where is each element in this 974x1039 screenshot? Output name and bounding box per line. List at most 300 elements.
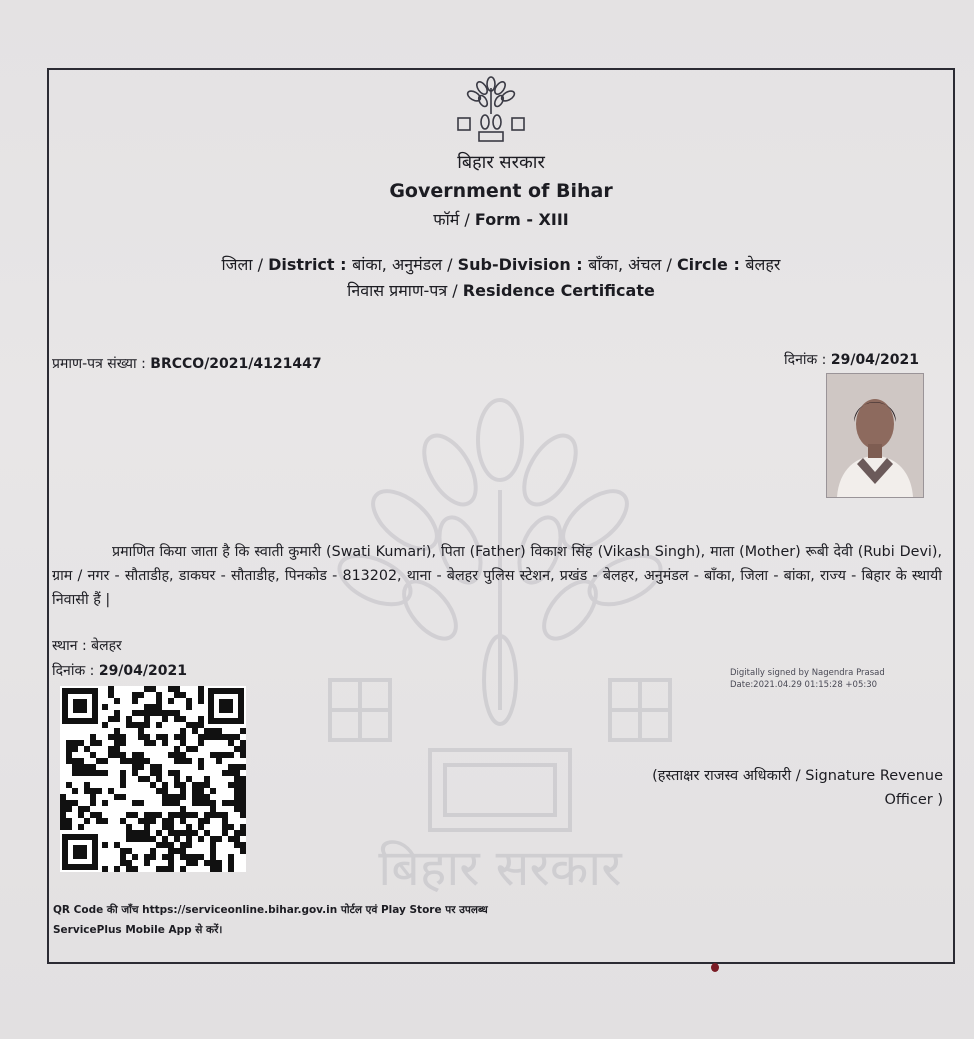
qr-module — [132, 812, 138, 818]
qr-module — [150, 710, 156, 716]
qr-module — [240, 806, 246, 812]
qr-module — [138, 734, 144, 740]
qr-module — [108, 734, 114, 740]
qr-module — [162, 782, 168, 788]
issue-date-top — [784, 350, 919, 369]
qr-module — [156, 812, 162, 818]
issue-date-bottom-value: 29/04/2021 — [98, 663, 187, 679]
qr-module — [132, 854, 138, 860]
qr-module — [180, 842, 186, 848]
qr-module — [174, 800, 180, 806]
qr-module — [120, 734, 126, 740]
qr-module — [162, 866, 168, 872]
qr-module — [228, 752, 234, 758]
ink-mark — [711, 963, 719, 972]
qr-module — [198, 698, 204, 704]
qr-module — [150, 854, 156, 860]
qr-module — [114, 710, 120, 716]
qr-module — [162, 734, 168, 740]
qr-module — [132, 800, 138, 806]
qr-module — [234, 806, 240, 812]
location-line — [47, 253, 955, 275]
bihar-emblem-icon — [452, 74, 530, 144]
qr-module — [168, 794, 174, 800]
qr-module — [150, 704, 156, 710]
qr-module — [240, 776, 246, 782]
qr-module — [84, 806, 90, 812]
qr-module — [96, 812, 102, 818]
qr-module — [120, 758, 126, 764]
qr-module — [108, 746, 114, 752]
qr-module — [108, 692, 114, 698]
qr-module — [192, 788, 198, 794]
qr-module — [174, 746, 180, 752]
qr-module — [60, 800, 66, 806]
qr-module — [204, 776, 210, 782]
qr-module — [156, 830, 162, 836]
qr-module — [156, 842, 162, 848]
qr-module — [168, 848, 174, 854]
qr-module — [228, 836, 234, 842]
qr-module — [180, 788, 186, 794]
qr-module — [162, 836, 168, 842]
qr-module — [234, 764, 240, 770]
qr-module — [126, 758, 132, 764]
qr-module — [144, 734, 150, 740]
qr-module — [66, 806, 72, 812]
qr-module — [210, 752, 216, 758]
qr-module — [240, 752, 246, 758]
qr-module — [66, 824, 72, 830]
qr-module — [60, 818, 66, 824]
qr-module — [228, 734, 234, 740]
qr-module — [198, 764, 204, 770]
qr-module — [144, 812, 150, 818]
qr-module — [240, 794, 246, 800]
qr-module — [162, 788, 168, 794]
qr-module — [102, 818, 108, 824]
qr-module — [150, 686, 156, 692]
qr-module — [102, 758, 108, 764]
qr-module — [78, 740, 84, 746]
qr-module — [234, 746, 240, 752]
qr-module — [144, 860, 150, 866]
qr-module — [186, 830, 192, 836]
qr-module — [66, 746, 72, 752]
digital-signature-line1: Digitally signed by Nagendra Prasad — [730, 668, 885, 678]
qr-module — [192, 794, 198, 800]
qr-module — [180, 812, 186, 818]
qr-module — [186, 746, 192, 752]
qr-module — [168, 854, 174, 860]
qr-module — [144, 830, 150, 836]
qr-module — [180, 758, 186, 764]
qr-module — [216, 812, 222, 818]
qr-module — [174, 848, 180, 854]
qr-module — [186, 860, 192, 866]
qr-module — [156, 764, 162, 770]
digital-signature — [730, 667, 885, 691]
qr-module — [96, 788, 102, 794]
qr-module — [162, 854, 168, 860]
qr-module — [72, 740, 78, 746]
qr-module — [186, 722, 192, 728]
qr-module — [192, 800, 198, 806]
qr-module — [132, 836, 138, 842]
qr-module — [192, 830, 198, 836]
qr-module — [156, 770, 162, 776]
qr-module — [156, 866, 162, 872]
qr-module — [102, 722, 108, 728]
qr-module — [156, 704, 162, 710]
qr-module — [234, 782, 240, 788]
qr-module — [210, 812, 216, 818]
qr-module — [90, 752, 96, 758]
qr-module — [114, 740, 120, 746]
certificate-body — [52, 540, 942, 612]
qr-module — [90, 812, 96, 818]
qr-module — [66, 800, 72, 806]
qr-module — [168, 752, 174, 758]
signature-line1: (हस्ताक्षर राजस्व अधिकारी / Signature Revenue — [652, 768, 943, 784]
qr-module — [216, 836, 222, 842]
qr-module — [186, 704, 192, 710]
qr-module — [78, 812, 84, 818]
qr-module — [126, 812, 132, 818]
qr-module — [126, 836, 132, 842]
qr-module — [228, 824, 234, 830]
qr-module — [180, 692, 186, 698]
qr-module — [174, 830, 180, 836]
qr-module — [138, 830, 144, 836]
qr-module — [228, 782, 234, 788]
qr-module — [174, 794, 180, 800]
qr-module — [60, 812, 66, 818]
qr-module — [162, 710, 168, 716]
qr-module — [162, 716, 168, 722]
qr-module — [228, 740, 234, 746]
qr-module — [144, 704, 150, 710]
watermark-text: बिहार सरकार — [378, 839, 622, 897]
qr-module — [234, 794, 240, 800]
qr-module — [180, 830, 186, 836]
certificate-number-label: प्रमाण-पत्र संख्या : — [52, 356, 151, 372]
qr-module — [156, 788, 162, 794]
qr-module — [102, 704, 108, 710]
qr-module — [66, 752, 72, 758]
qr-module — [150, 770, 156, 776]
qr-module — [168, 800, 174, 806]
qr-module — [132, 830, 138, 836]
qr-module — [150, 812, 156, 818]
qr-module — [126, 824, 132, 830]
qr-module — [120, 860, 126, 866]
qr-module — [78, 824, 84, 830]
qr-module — [162, 842, 168, 848]
qr-module — [180, 782, 186, 788]
qr-module — [186, 758, 192, 764]
certificate-title-hindi: निवास प्रमाण-पत्र / — [347, 281, 463, 300]
qr-module — [180, 818, 186, 824]
qr-module — [204, 830, 210, 836]
qr-module — [168, 698, 174, 704]
qr-module — [132, 710, 138, 716]
qr-module — [186, 812, 192, 818]
qr-module — [132, 770, 138, 776]
qr-module — [144, 818, 150, 824]
qr-module — [198, 734, 204, 740]
issue-date-top-value: 29/04/2021 — [830, 352, 919, 368]
qr-module — [114, 698, 120, 704]
qr-module — [120, 770, 126, 776]
qr-module — [60, 794, 66, 800]
qr-module — [240, 824, 246, 830]
qr-module — [180, 848, 186, 854]
qr-module — [204, 800, 210, 806]
qr-module — [192, 728, 198, 734]
qr-module — [174, 686, 180, 692]
qr-module — [72, 764, 78, 770]
qr-module — [132, 866, 138, 872]
qr-module — [198, 818, 204, 824]
issue-date-bottom — [52, 661, 187, 680]
qr-module — [78, 806, 84, 812]
qr-module — [240, 830, 246, 836]
qr-module — [222, 734, 228, 740]
qr-module — [72, 800, 78, 806]
qr-module — [96, 758, 102, 764]
qr-module — [180, 854, 186, 860]
issue-date-top-label: दिनांक : — [784, 352, 831, 368]
qr-module — [234, 788, 240, 794]
qr-module — [222, 770, 228, 776]
signature-block — [600, 764, 943, 812]
qr-module — [210, 842, 216, 848]
qr-module — [174, 770, 180, 776]
qr-module — [234, 842, 240, 848]
qr-module — [174, 734, 180, 740]
qr-module — [120, 782, 126, 788]
qr-module — [198, 758, 204, 764]
qr-module — [180, 866, 186, 872]
qr-module — [138, 692, 144, 698]
qr-module — [174, 812, 180, 818]
qr-module — [210, 788, 216, 794]
qr-module — [168, 686, 174, 692]
qr-module — [144, 824, 150, 830]
qr-module — [180, 728, 186, 734]
qr-module — [174, 758, 180, 764]
qr-module — [156, 734, 162, 740]
qr-module — [180, 716, 186, 722]
qr-module — [114, 734, 120, 740]
qr-module — [126, 722, 132, 728]
qr-module — [240, 740, 246, 746]
qr-module — [120, 854, 126, 860]
qr-module — [186, 698, 192, 704]
qr-module — [162, 800, 168, 806]
qr-module — [84, 788, 90, 794]
qr-module — [156, 776, 162, 782]
qr-module — [210, 854, 216, 860]
qr-module — [234, 836, 240, 842]
qr-module — [84, 746, 90, 752]
subdivision-label: Sub-Division : — [457, 255, 589, 274]
certificate-title — [47, 279, 955, 301]
qr-module — [240, 800, 246, 806]
qr-module — [168, 860, 174, 866]
qr-module — [162, 824, 168, 830]
qr-module — [174, 716, 180, 722]
qr-module — [204, 782, 210, 788]
circle-label: Circle : — [676, 255, 746, 274]
qr-module — [126, 866, 132, 872]
qr-module — [90, 794, 96, 800]
qr-module — [186, 824, 192, 830]
qr-module — [162, 794, 168, 800]
qr-module — [234, 800, 240, 806]
form-number: Form - XIII — [474, 210, 569, 229]
qr-module — [114, 842, 120, 848]
qr-module — [156, 698, 162, 704]
qr-module — [210, 800, 216, 806]
qr-module — [168, 710, 174, 716]
qr-module — [156, 692, 162, 698]
qr-module — [144, 836, 150, 842]
qr-module — [72, 758, 78, 764]
qr-module — [186, 836, 192, 842]
qr-module — [150, 764, 156, 770]
qr-module — [210, 728, 216, 734]
qr-module — [168, 866, 174, 872]
qr-module — [66, 758, 72, 764]
qr-module — [240, 782, 246, 788]
qr-module — [144, 758, 150, 764]
qr-module — [234, 776, 240, 782]
qr-module — [204, 812, 210, 818]
qr-module — [96, 818, 102, 824]
qr-module — [138, 836, 144, 842]
place-label: स्थान : — [52, 638, 92, 654]
qr-module — [132, 764, 138, 770]
header-english-title: Government of Bihar — [389, 180, 613, 202]
qr-module — [216, 734, 222, 740]
qr-module — [198, 788, 204, 794]
qr-module — [186, 854, 192, 860]
qr-module — [102, 800, 108, 806]
qr-module — [210, 836, 216, 842]
qr-module — [138, 752, 144, 758]
qr-module — [144, 854, 150, 860]
qr-module — [192, 812, 198, 818]
qr-module — [210, 848, 216, 854]
circle-value: बेलहर — [745, 255, 781, 274]
qr-module — [96, 740, 102, 746]
qr-module — [60, 806, 66, 812]
qr-module — [168, 812, 174, 818]
qr-module — [204, 734, 210, 740]
applicant-photo — [826, 373, 924, 498]
qr-module — [168, 770, 174, 776]
qr-module — [108, 752, 114, 758]
qr-module — [234, 830, 240, 836]
qr-module — [66, 740, 72, 746]
place-value: बेलहर — [91, 638, 122, 654]
qr-module — [108, 788, 114, 794]
signature-line2: Officer ) — [884, 792, 943, 808]
qr-module — [216, 752, 222, 758]
qr-module — [234, 770, 240, 776]
qr-module — [210, 866, 216, 872]
qr-module — [120, 794, 126, 800]
qr-module — [198, 716, 204, 722]
qr-module — [114, 794, 120, 800]
qr-code-icon[interactable] — [60, 686, 246, 872]
qr-module — [192, 722, 198, 728]
qr-module — [240, 812, 246, 818]
qr-module — [204, 728, 210, 734]
qr-module — [60, 824, 66, 830]
qr-module — [168, 818, 174, 824]
certificate-title-english: Residence Certificate — [462, 281, 655, 300]
applicant-portrait-icon — [827, 374, 923, 497]
qr-module — [210, 734, 216, 740]
qr-module — [150, 740, 156, 746]
qr-module — [192, 746, 198, 752]
qr-module — [174, 782, 180, 788]
qr-module — [144, 686, 150, 692]
qr-module — [228, 770, 234, 776]
qr-module — [198, 692, 204, 698]
qr-module — [120, 818, 126, 824]
qr-module — [222, 812, 228, 818]
digital-signature-line2: Date:2021.04.29 01:15:28 +05:30 — [730, 680, 878, 690]
qr-module — [216, 758, 222, 764]
qr-module — [78, 758, 84, 764]
qr-module — [228, 800, 234, 806]
certificate-number-value: BRCCO/2021/4121447 — [150, 356, 322, 372]
qr-module — [174, 692, 180, 698]
qr-module — [114, 752, 120, 758]
qr-module — [180, 752, 186, 758]
form-number-line — [47, 208, 955, 230]
qr-module — [168, 830, 174, 836]
qr-module — [162, 740, 168, 746]
district-label: District : — [268, 255, 353, 274]
qr-module — [210, 860, 216, 866]
qr-module — [84, 770, 90, 776]
qr-module — [198, 686, 204, 692]
qr-module — [174, 752, 180, 758]
qr-module — [102, 866, 108, 872]
qr-module — [240, 842, 246, 848]
qr-module — [216, 866, 222, 872]
qr-module — [114, 866, 120, 872]
qr-module — [66, 818, 72, 824]
qr-module — [156, 710, 162, 716]
qr-module — [174, 776, 180, 782]
qr-module — [204, 860, 210, 866]
qr-module — [192, 854, 198, 860]
qr-module — [156, 722, 162, 728]
subdivision-value: बाँका, अंचल / — [588, 255, 677, 274]
qr-module — [180, 806, 186, 812]
qr-module — [72, 770, 78, 776]
qr-module — [144, 722, 150, 728]
qr-module — [126, 830, 132, 836]
qr-module — [204, 794, 210, 800]
qr-module — [144, 710, 150, 716]
